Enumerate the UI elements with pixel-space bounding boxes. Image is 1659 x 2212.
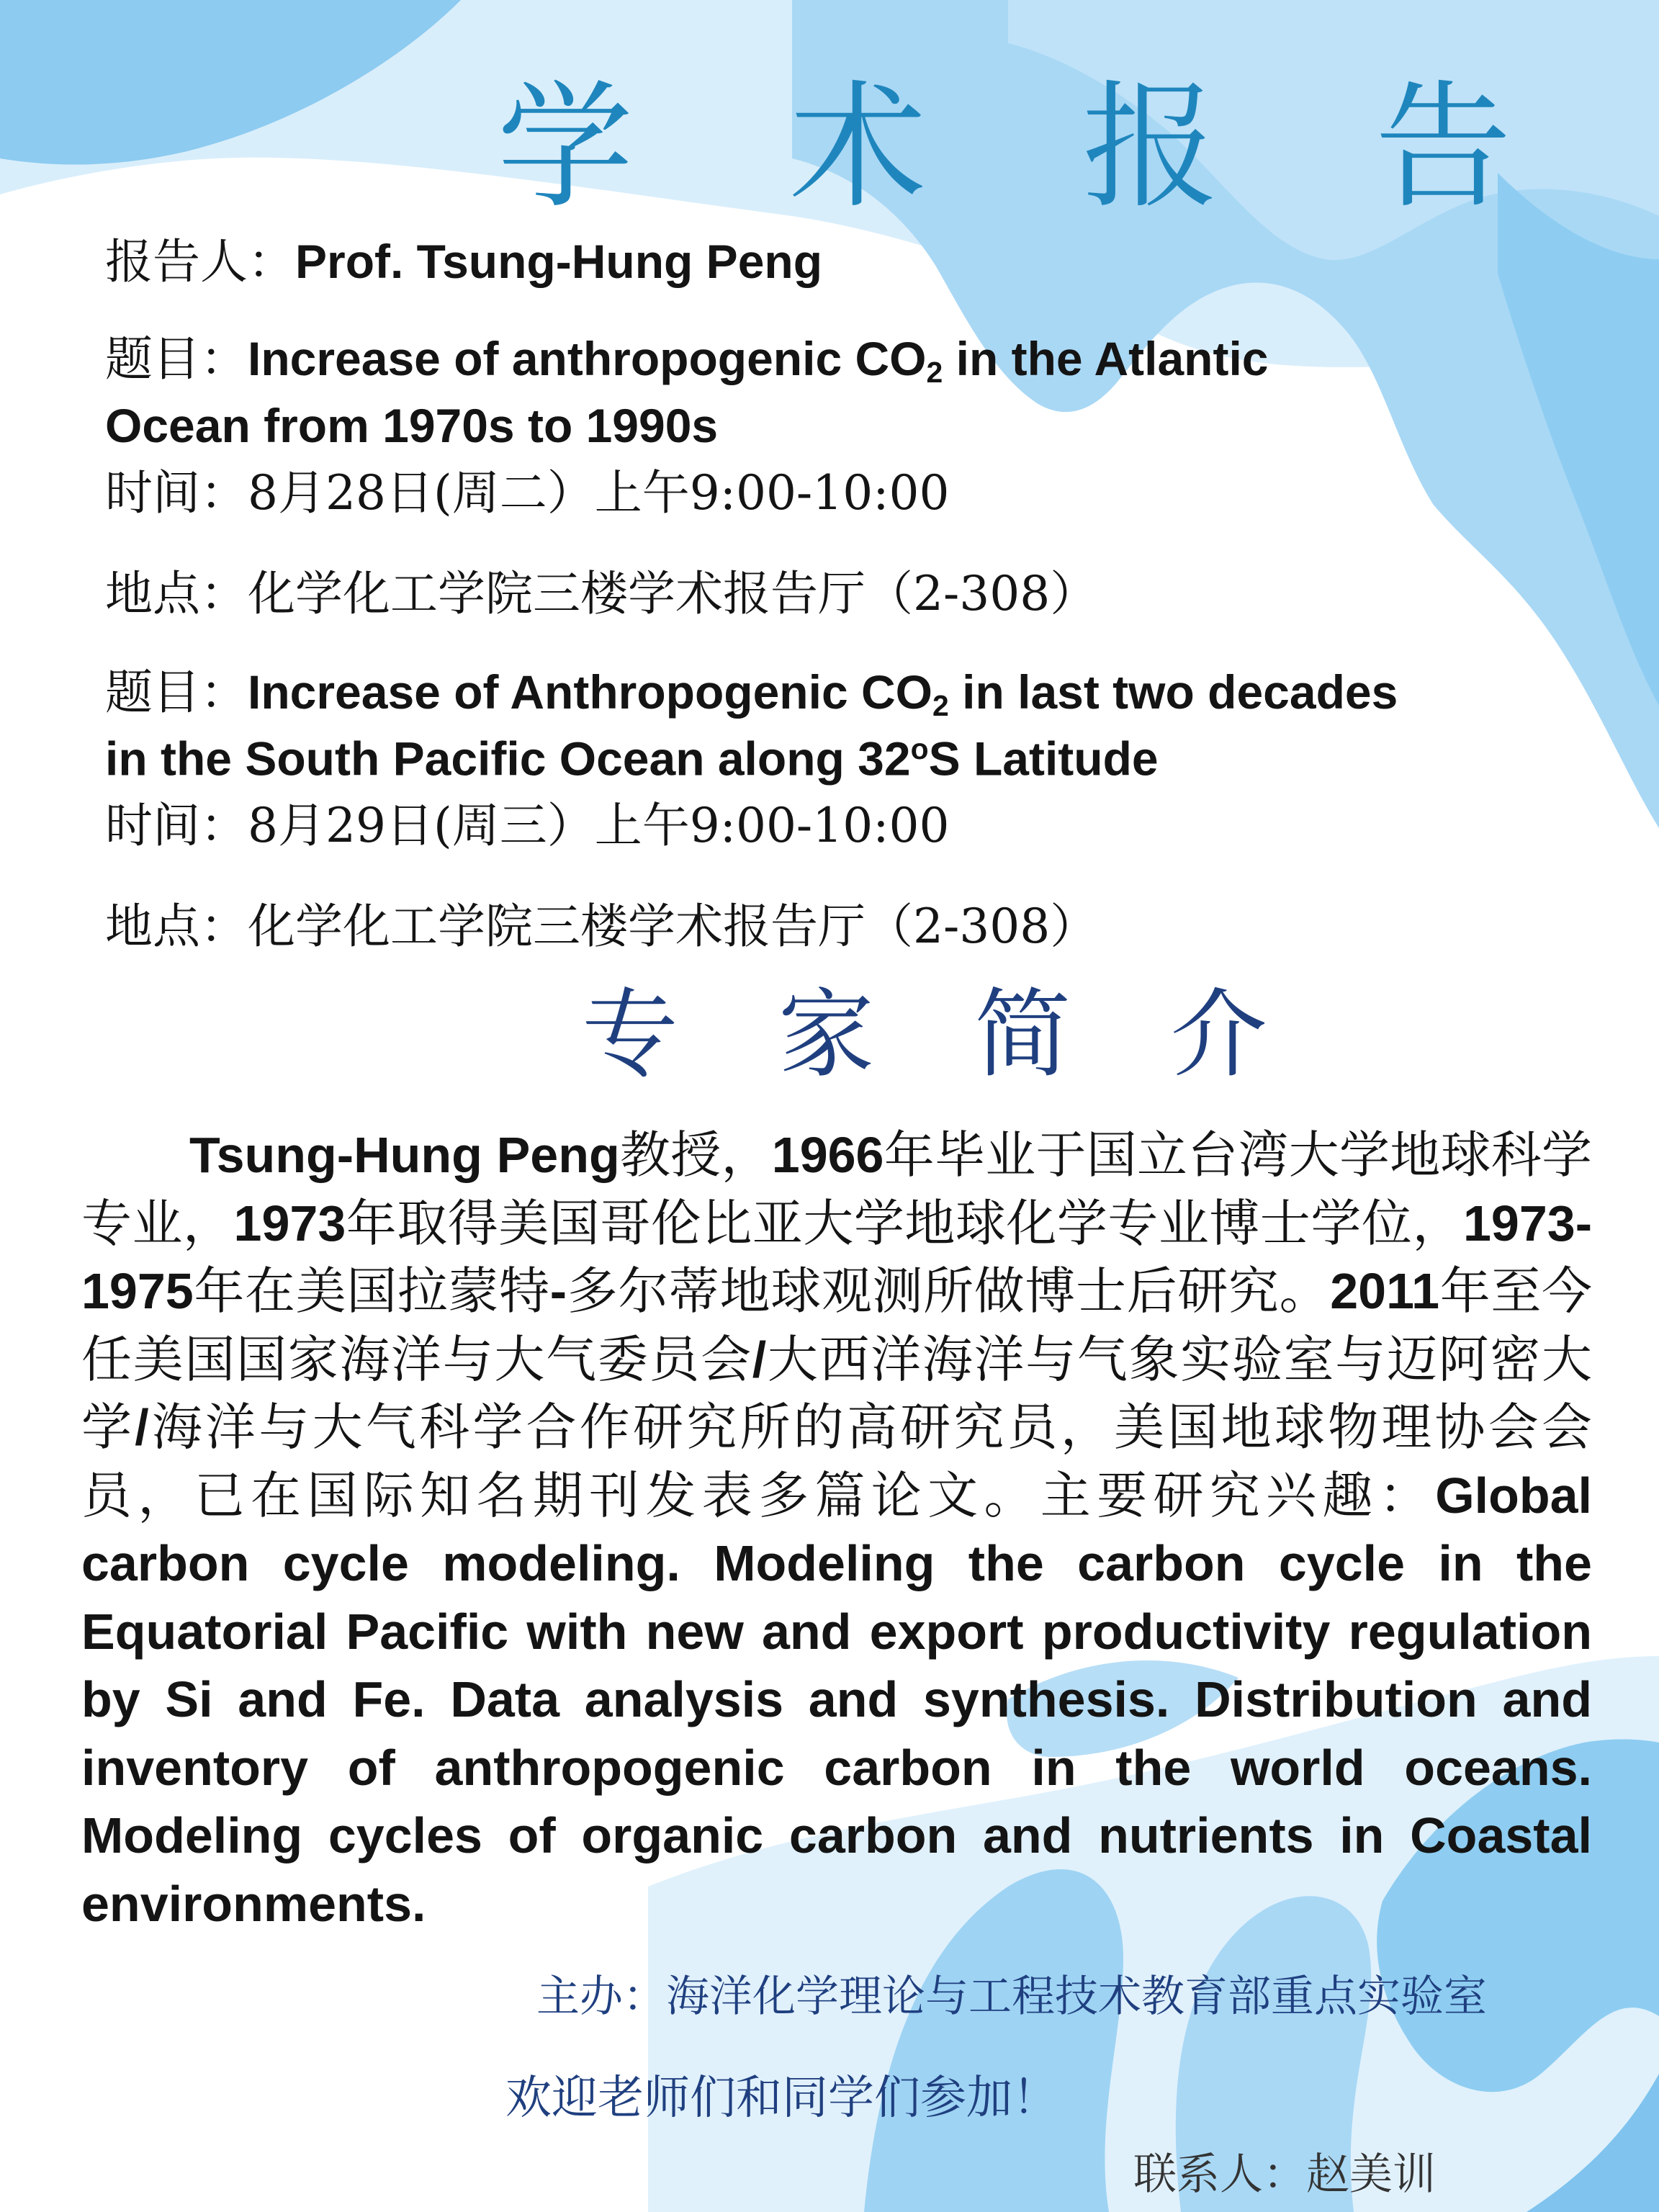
- talk2-title-sup: o: [910, 732, 929, 765]
- bio-part: -: [549, 1263, 567, 1319]
- bio-part: 2011: [1330, 1263, 1440, 1319]
- talk2-title-b: in last two decades: [948, 665, 1398, 719]
- bio-part: /: [135, 1399, 149, 1455]
- talk1-topic-label: 题目：: [105, 331, 248, 387]
- bio-parts: [81, 1125, 1593, 1933]
- welcome-line: 欢迎老师们和同学们参加！: [505, 2072, 1058, 2125]
- bio-part: 大西洋海洋与气象实验室与迈阿密大学: [81, 1329, 1593, 1457]
- bio-part: Tsung-Hung Peng: [189, 1127, 620, 1183]
- talk2-title-line1: [105, 665, 1398, 723]
- bio-part: 多尔蒂地球观测所做博士后研究。: [567, 1262, 1331, 1321]
- organizer-line: 主办：海洋化学理论与工程技术教育部重点实验室: [536, 1972, 1487, 2022]
- talk1-title-line1: [105, 331, 1269, 390]
- bio-part: 海洋与大气科学合作研究所的高研究员，美国地球物理协会会员，已在国际知名期刊发表多篇论文。主要研究兴趣：: [81, 1398, 1592, 1525]
- bio-part: 年至今任美国国家海洋与大气委员会: [81, 1262, 1593, 1389]
- bio-part: 1966: [771, 1127, 884, 1183]
- speaker-label: 报告人：: [105, 234, 295, 289]
- bio-part: 1973: [233, 1195, 346, 1251]
- bio-part: Global carbon cycle modeling. Modeling the carbon cycle in the Equatorial Pacific with new and export productivity regulation by Si and Fe. Data analysis and synthesis. Distribution and inventory of anthropogenic carbon in the world oceans. Modeling cycles of organic carbon and nutrients in Coastal environments.: [81, 1467, 1592, 1932]
- talk2-title-a: Increase of Anthropogenic CO: [248, 665, 933, 719]
- talk2-title-sub: 2: [932, 689, 949, 723]
- talk1-title-b: in the Atlantic: [943, 332, 1269, 385]
- bio-part: /: [752, 1331, 767, 1388]
- talk2-time: 时间：8月29日(周三）上午9:00-10:00: [105, 798, 950, 853]
- talk1-title-a: Increase of anthropogenic CO: [248, 332, 927, 385]
- bio-part: 教授，: [619, 1125, 772, 1184]
- talk1-time: 时间：8月28日(周二）上午9:00-10:00: [105, 465, 950, 521]
- talk1-title-line2: Ocean from 1970s to 1990s: [105, 399, 719, 452]
- speaker-name: Prof. Tsung-Hung Peng: [295, 235, 823, 288]
- talk2-topic-label: 题目：: [105, 665, 248, 720]
- talk2-title-line2: [105, 734, 1159, 784]
- talk1-title-sub: 2: [926, 356, 943, 390]
- bio-heading: 专 家 简 介: [582, 979, 1302, 1091]
- talk2-title-line2b: S Latitude: [928, 732, 1159, 786]
- bio-part: 年毕业于国立台湾大学地球科学专业，: [81, 1125, 1593, 1253]
- bio-paragraph: [81, 1122, 1592, 1938]
- bio-part: 1973-1975: [81, 1195, 1593, 1319]
- contact-line: 联系人：赵美训: [1133, 2149, 1436, 2200]
- page-title: 学 术 报 告: [497, 68, 1568, 227]
- talk2-title-line2a: in the South Pacific Ocean along 32: [105, 732, 911, 786]
- talk2-place: 地点：化学化工学院三楼学术报告厅（2-308）: [105, 899, 1098, 954]
- bio-part: 年取得美国哥伦比亚大学地球化学专业博士学位，: [346, 1193, 1463, 1253]
- talk1-place: 地点：化学化工学院三楼学术报告厅（2-308）: [105, 566, 1098, 621]
- speaker-line: [105, 234, 823, 289]
- bio-part: 年在美国拉蒙特: [193, 1262, 550, 1321]
